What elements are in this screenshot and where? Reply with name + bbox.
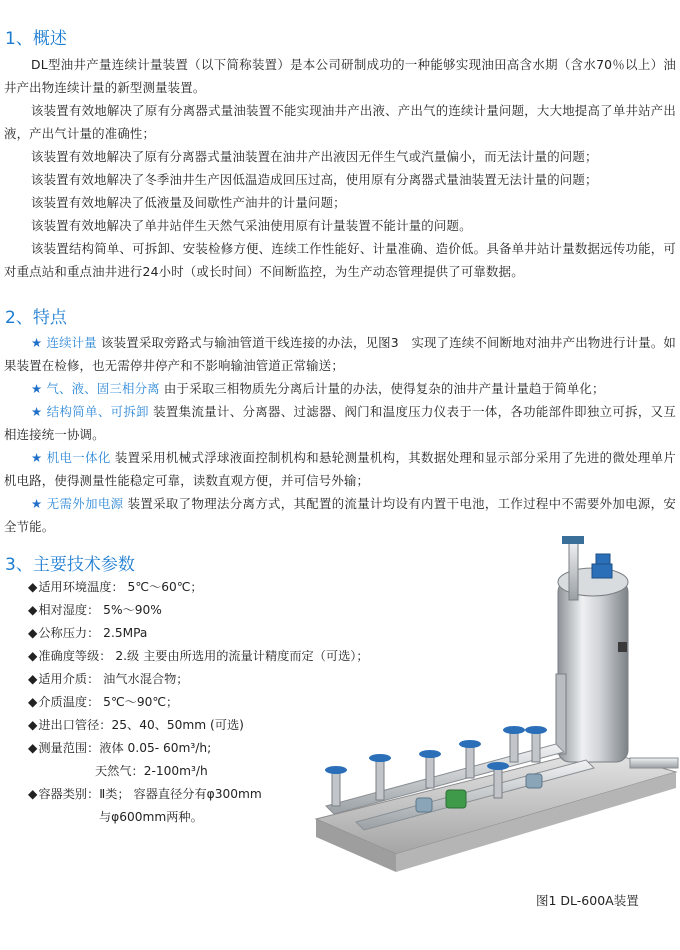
param-continuation (99, 806, 203, 829)
param-item (28, 691, 178, 714)
param-item (28, 783, 262, 806)
param-item (28, 714, 244, 737)
diamond-icon: ◆ (28, 787, 38, 801)
feature-item (4, 446, 676, 492)
overview-paragraph: 该装置有效地解决了冬季油井生产因低温造成回压过高，使用原有分离器式量油装置无法计量的问题； (31, 172, 598, 187)
feature-text: 装置采取了物理法分离方式，其配置的流量计均设有内置干电池，工作过程中不需要外加电源，安全节能。 (4, 496, 677, 534)
figure-caption: 图1 DL-600A装置 (536, 893, 639, 908)
diamond-icon: ◆ (28, 741, 38, 755)
param-text: 进出口管径：25、40、50mm (可选) (38, 718, 244, 732)
param-text: 天然气：2-100m³/h (95, 764, 208, 778)
feature-text: 装置集流量计、分离器、过滤器、阀门和温度压力仪表于一体，各功能部件即独立可拆，又互相连接统一协调。 (4, 404, 677, 442)
overview-paragraph: 该装置有效地解决了单井站伴生天然气采油使用原有计量装置不能计量的问题。 (31, 218, 472, 233)
star-icon: ★ (31, 404, 43, 419)
separator-tank (556, 568, 628, 762)
param-text: 公称压力： 2.5MPa (38, 626, 148, 640)
diamond-icon: ◆ (28, 695, 38, 709)
param-item (28, 576, 203, 599)
param-text: 相对湿度： 5%～90% (38, 603, 162, 617)
diamond-icon: ◆ (28, 718, 38, 732)
valve-icon (325, 766, 347, 806)
diamond-icon: ◆ (28, 626, 38, 640)
star-icon: ★ (31, 335, 43, 350)
overview-paragraph: DL型油井产量连续计量装置（以下简称装置）是本公司研制成功的一种能够实现油田高含水期（含水70％以上）油井产出物连续计量的新型测量装置。 (4, 57, 676, 95)
feature-keyword: 气、液、固三相分离 (46, 381, 160, 396)
star-icon: ★ (31, 381, 43, 396)
feature-item (4, 400, 676, 446)
diamond-icon: ◆ (28, 580, 38, 594)
feature-keyword: 连续计量 (46, 335, 97, 350)
feature-item (4, 492, 676, 538)
param-text: 适用介质： 油气水混合物； (38, 672, 189, 686)
param-item (28, 737, 211, 760)
diamond-icon: ◆ (28, 603, 38, 617)
param-text: 与φ600mm两种。 (99, 810, 203, 824)
feature-item (4, 377, 676, 400)
feature-text: 装置采用机械式浮球液面控制机构和悬轮测量机构，其数据处理和显示部分采用了先进的微处理单片机电路，使得测量性能稳定可靠，读数直观方便，并可信号外输； (4, 450, 677, 488)
section-1-title: 1、概述 (5, 29, 67, 49)
feature-keyword: 结构简单、可拆卸 (46, 404, 149, 419)
feature-item (4, 331, 676, 377)
param-text: 准确度等级： 2.级 主要由所选用的流量计精度而定（可选）； (38, 649, 369, 663)
overview-paragraph: 该装置结构简单、可拆卸、安装检修方便、连续工作性能好、计量准确、造价低。具备单井站计量数据远传功能，可对重点站和重点油井进行24小时（或长时间）不间断监控，为生产动态管理提供了可靠数据。 (4, 241, 676, 279)
feature-keyword: 无需外加电源 (46, 496, 124, 511)
overview-paragraph: 该装置有效地解决了原有分离器式量油装置在油井产出液因无伴生气或汽量偏小，而无法计量的问题； (31, 149, 598, 164)
star-icon: ★ (31, 496, 43, 511)
overview-paragraph: 该装置有效地解决了低液量及间歇性产油井的计量问题； (31, 195, 346, 210)
param-text: 容器类别：Ⅱ类； 容器直径分有φ300mm (38, 787, 262, 801)
diamond-icon: ◆ (28, 672, 38, 686)
diamond-icon: ◆ (28, 649, 38, 663)
feature-keyword: 机电一体化 (46, 450, 111, 465)
section-2-title: 2、特点 (5, 308, 67, 328)
param-continuation (95, 760, 208, 783)
param-text: 介质温度： 5℃～90℃； (38, 695, 179, 709)
param-text: 适用环境温度： 5℃～60℃； (38, 580, 203, 594)
param-item (28, 599, 162, 622)
param-text: 测量范围：液体 0.05- 60m³/h; (38, 741, 212, 755)
device-illustration (296, 534, 680, 886)
feature-text: 该装置采取旁路式与输油管道干线连接的办法，见图3 实现了连续不间断地对油井产出物进行计量。如果装置在检修，也无需停井停产和不影响输油管道正常输送； (4, 335, 677, 373)
overview-paragraph: 该装置有效地解决了原有分离器式量油装置不能实现油井产出液、产出气的连续计量问题，大大地提高了单井站产出液，产出气计量的准确性； (4, 103, 676, 141)
star-icon: ★ (31, 450, 43, 465)
param-item (28, 622, 147, 645)
feature-text: 由于采取三相物质先分离后计量的办法，使得复杂的油井产量计量趋于简单化； (163, 381, 605, 396)
section-3-title: 3、主要技术参数 (5, 555, 135, 575)
param-item (28, 668, 189, 691)
